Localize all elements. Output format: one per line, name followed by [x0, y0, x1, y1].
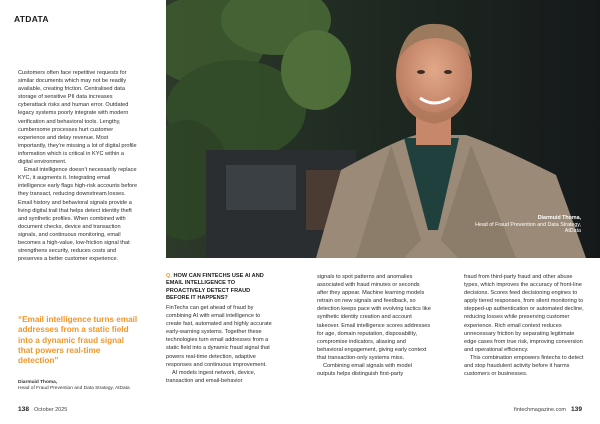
quote-author-title: Head of Fraud Prevention and Data Strategy, AtData	[18, 386, 130, 392]
paragraph: Combining email signals with model outputs helps distinguish first-party	[317, 363, 412, 378]
paragraph: fraud from third-party fraud and other abuse types, which improves the accuracy of front-line decisions. Scores feed decisioning engines to apply tiered responses, from silent monitoring to stepped-up authentication or automated decline, reducing losses while preserving customer experience. Rich email context reduces unnecessary friction by separating legitimate edge cases from true risk, improving conversion and operational efficiency.	[464, 274, 584, 353]
quote-author-name: Diarmuid Thoma,	[18, 380, 58, 385]
right-page-number: 139	[570, 406, 582, 413]
paragraph: Email intelligence doesn’t necessarily replace KYC, it augments it. Integrating email intelligence early flags high-risk accounts before they transact, reducing downstream losses. Email history and behavioral signals provide a living digital trail that helps detect identity theft and synthetic profiles. When combined with document checks, device and transaction signals, and continuous monitoring, email becomes a high-value, low-friction signal that strengthens security, reduces costs and preserves a better customer experience.	[18, 167, 138, 263]
caption-title: Head of Fraud Prevention and Data Strategy, AtData	[475, 221, 581, 235]
paragraph: AI models ingest network, device, transaction and email-behavior	[166, 369, 256, 384]
question-heading	[166, 273, 272, 303]
pull-quote-attribution	[18, 380, 138, 392]
left-page-number: 138	[18, 406, 30, 413]
right-folio	[514, 406, 582, 413]
section-tag: ATDATA	[14, 14, 49, 24]
pull-quote: “Email intelligence turns email addresses from a static field into a dynamic fraud signal that powers real-time detection”	[18, 315, 138, 366]
left-body-column	[18, 69, 138, 263]
paragraph: FinTechs can get ahead of fraud by combining AI with email intelligence to create fast, automated and highly accurate early-warning systems. Together these technologies turn email addresses from a static field into a dynamic fraud signal that powers real-time detection, adaptive responses and continuous improvement.	[166, 305, 272, 368]
portrait-photo	[166, 0, 600, 258]
paragraph: signals to spot patterns and anomalies associated with fraud minutes or seconds after they appear. Machine learning models retrain on new signals and feedback, so detection keeps pace with evolving tactics like synthetic identity creation and account takeover. Email intelligence scores addresses for age, domain reputation, disposability, compromise indicators, aliasing and behavioral engagement, giving early context that transaction-only systems miss.	[317, 274, 431, 361]
caption-name: Diarmuid Thoma,	[537, 215, 581, 221]
issue-date: October 2025	[34, 407, 68, 413]
site-url: fintechmagazine.com	[514, 407, 566, 413]
answer-column-1	[166, 304, 272, 385]
answer-column-2	[317, 273, 431, 378]
question-label: Q.	[166, 273, 172, 279]
paragraph: This combination empowers fintechs to detect and stop fraudulent activity before it harms customers or businesses.	[464, 354, 584, 378]
photo-caption	[461, 215, 581, 235]
left-folio	[18, 406, 67, 413]
answer-column-3	[464, 273, 584, 378]
question-text: HOW CAN FINTECHS USE AI AND EMAIL INTELLIGENCE TO PROACTIVELY DETECT FRAUD BEFORE IT HAPPENS?	[166, 273, 264, 302]
paragraph: Customers often face repetitive requests for similar documents which may not be readily available, creating friction. Centralised data storage of sensitive PII data increases cyberattack risks and human error. Outdated legacy systems poorly integrate with modern verification and behavioral tools. Lengthy, cumbersome processes hurt customer experience and delay revenue. Most importantly, they’re missing a lot of digital profile information which is critical in KYC within a digital environment.	[18, 70, 137, 166]
